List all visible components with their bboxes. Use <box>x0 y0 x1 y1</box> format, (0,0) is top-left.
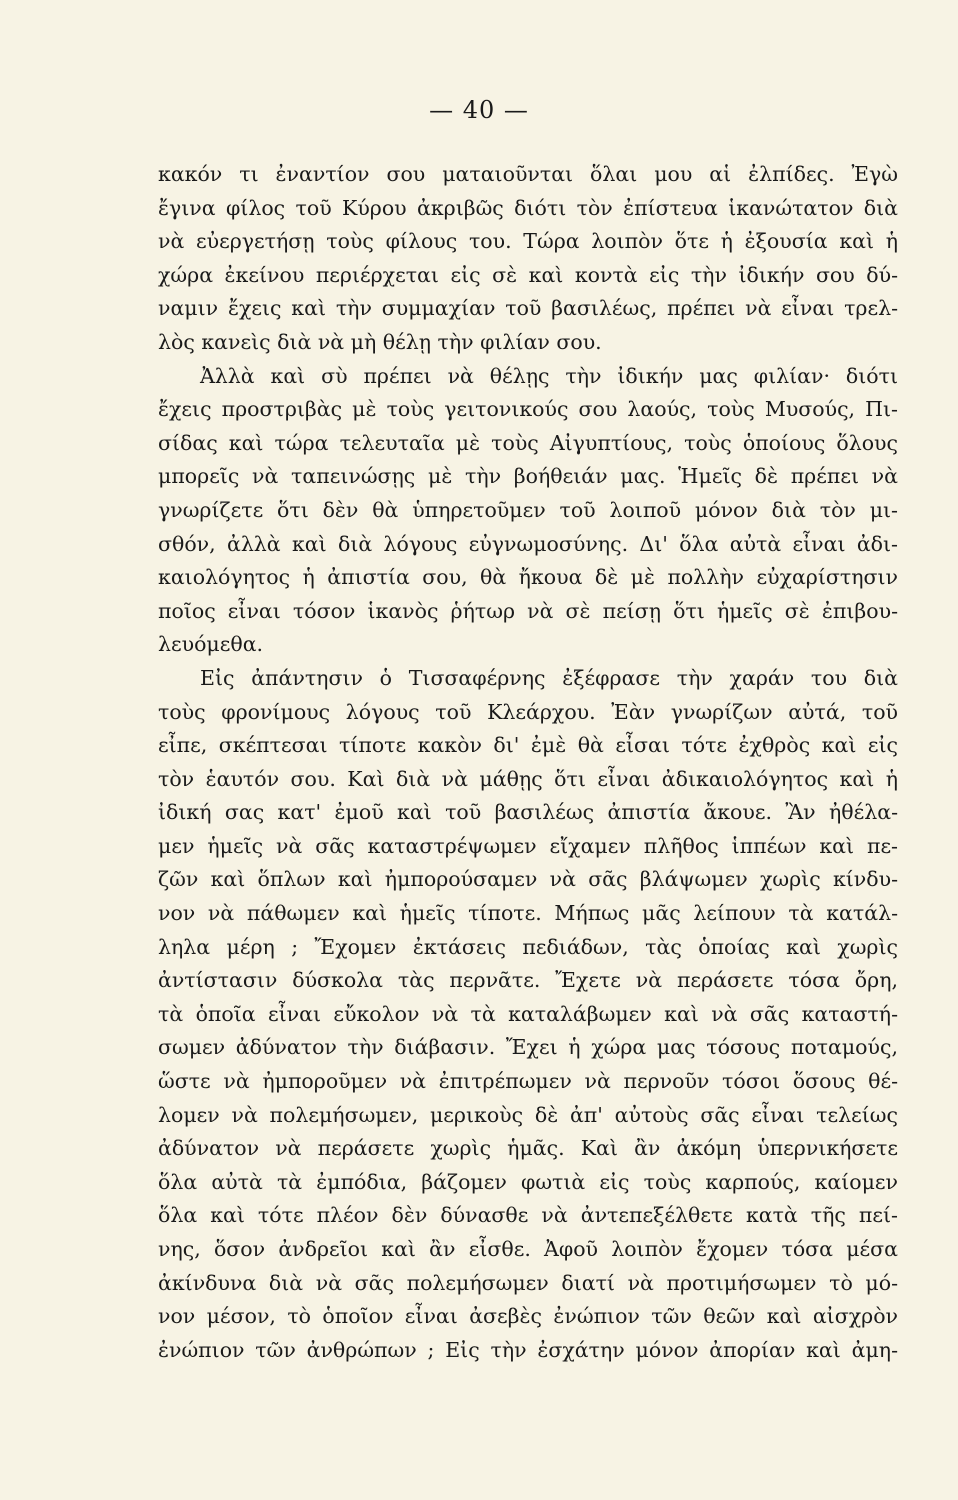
text-line: καιολόγητος ἡ ἀπιστία σου, θὰ ἤκουα δὲ μὲ πολλὴν εὐχαρίστησιν <box>158 565 898 590</box>
text-line: ζῶν καὶ ὅπλων καὶ ἠμπορούσαμεν νὰ σᾶς βλάψωμεν χωρὶς κίνδυ- <box>158 867 898 892</box>
text-line: χώρα ἐκείνου περιέρχεται εἰς σὲ καὶ κοντὰ εἰς τὴν ἰδικήν σου δύ- <box>158 262 898 287</box>
text-line: ἔγινα φίλος τοῦ Κύρου ἀκριβῶς διότι τὸν ἐπίστευα ἱκανώτατον διὰ <box>158 195 898 220</box>
text-line: σίδας καὶ τώρα τελευταῖα μὲ τοὺς Αἰγυπτίους, τοὺς ὁποίους ὅλους <box>158 430 898 455</box>
text-line: νον νὰ πάθωμεν καὶ ἡμεῖς τίποτε. Μήπως μᾶς λείπουν τὰ κατάλ- <box>158 901 898 926</box>
text-line: λὸς κανεὶς διὰ νὰ μὴ θέλῃ τὴν φιλίαν σου. <box>158 329 602 354</box>
text-line: ἀκίνδυνα διὰ νὰ σᾶς πολεμήσωμεν διατί νὰ προτιμήσωμεν τὸ μό- <box>158 1270 898 1295</box>
text-line: κακόν τι ἐναντίον σου ματαιοῦνται ὅλαι μου αἱ ἐλπίδες. Ἐγὼ <box>158 162 898 186</box>
page-body-text <box>158 158 898 1367</box>
text-line: ὥστε νὰ ἠμποροῦμεν νὰ ἐπιτρέπωμεν νὰ περνοῦν τόσοι ὅσους θέ- <box>158 1069 898 1094</box>
text-line: μεν ἡμεῖς νὰ σᾶς καταστρέψωμεν εἴχαμεν πλῆθος ἱππέων καὶ πε- <box>158 833 898 858</box>
text-line: νον μέσον, τὸ ὁποῖον εἶναι ἀσεβὲς ἐνώπιον τῶν θεῶν καὶ αἰσχρὸν <box>158 1304 898 1329</box>
text-line: ποῖος εἶναι τόσον ἱκανὸς ῥήτωρ νὰ σὲ πείσῃ ὅτι ἡμεῖς σὲ ἐπιβου- <box>158 598 898 623</box>
text-line: Εἰς ἀπάντησιν ὁ Τισσαφέρνης ἐξέφρασε τὴν χαράν του διὰ <box>200 665 898 690</box>
text-line: σθόν, ἀλλὰ καὶ διὰ λόγους εὐγνωμοσύνης. Δι' ὅλα αὐτὰ εἶναι ἀδι- <box>158 531 898 556</box>
text-line: εἶπε, σκέπτεσαι τίποτε κακὸν δι' ἐμὲ θὰ εἶσαι τότε ἐχθρὸς καὶ εἰς <box>158 733 898 758</box>
text-line: τὸν ἑαυτόν σου. Καὶ διὰ νὰ μάθῃς ὅτι εἶναι ἀδικαιολόγητος καὶ ἡ <box>158 766 898 791</box>
page-number: — 40 — <box>429 96 529 124</box>
text-line: νὰ εὐεργετήσῃ τοὺς φίλους του. Τώρα λοιπὸν ὅτε ἡ ἐξουσία καὶ ἡ <box>158 229 898 254</box>
text-line: ἀντίστασιν δύσκολα τὰς περνᾶτε. Ἔχετε νὰ περάσετε τόσα ὄρη, <box>158 968 898 993</box>
text-line: τὰ ὁποῖα εἶναι εὔκολον νὰ τὰ καταλάβωμεν καὶ νὰ σᾶς καταστή- <box>158 1001 898 1026</box>
text-line: ὅλα καὶ τότε πλέον δὲν δύνασθε νὰ ἀντεπεξέλθετε κατὰ τῆς πεί- <box>158 1203 898 1228</box>
text-line: ἰδική σας κατ' ἐμοῦ καὶ τοῦ βασιλέως ἀπιστία ἄκουε. Ἂν ἠθέλα- <box>158 800 898 825</box>
text-line: τοὺς φρονίμους λόγους τοῦ Κλεάρχου. Ἐὰν γνωρίζων αὐτά, τοῦ <box>158 699 898 724</box>
text-line: ἐνώπιον τῶν ἀνθρώπων ; Εἰς τὴν ἐσχάτην μόνον ἀπορίαν καὶ ἀμη- <box>158 1337 898 1362</box>
text-line: ἔχεις προστριβὰς μὲ τοὺς γειτονικούς σου λαούς, τοὺς Μυσούς, Πι- <box>158 397 898 422</box>
text-line: λευόμεθα. <box>158 632 264 657</box>
text-line: ληλα μέρη ; Ἔχομεν ἐκτάσεις πεδιάδων, τὰς ὁποίας καὶ χωρὶς <box>158 934 898 959</box>
text-line: μπορεῖς νὰ ταπεινώσῃς μὲ τὴν βοήθειάν μας. Ἡμεῖς δὲ πρέπει νὰ <box>158 464 898 489</box>
text-line: ἀδύνατον νὰ περάσετε χωρὶς ἡμᾶς. Καὶ ἂν ἀκόμη ὑπερνικήσετε <box>158 1136 898 1161</box>
text-line: ὅλα αὐτὰ τὰ ἐμπόδια, βάζομεν φωτιὰ εἰς τοὺς καρπούς, καίομεν <box>158 1169 898 1194</box>
text-line: νης, ὅσον ἀνδρεῖοι καὶ ἂν εἶσθε. Ἀφοῦ λοιπὸν ἔχομεν τόσα μέσα <box>158 1237 898 1261</box>
text-line: Ἀλλὰ καὶ σὺ πρέπει νὰ θέλῃς τὴν ἰδικήν μας φιλίαν· διότι <box>200 363 898 388</box>
text-line: γνωρίζετε ὅτι δὲν θὰ ὑπηρετοῦμεν τοῦ λοιποῦ μόνον διὰ τὸν μι- <box>158 497 898 522</box>
text-line: σωμεν ἀδύνατον τὴν διάβασιν. Ἔχει ἡ χώρα μας τόσους ποταμούς, <box>158 1035 898 1060</box>
text-line: λομεν νὰ πολεμήσωμεν, μερικοὺς δὲ ἀπ' αὐτοὺς σᾶς εἶναι τελείως <box>158 1102 898 1127</box>
text-line: ναμιν ἔχεις καὶ τὴν συμμαχίαν τοῦ βασιλέως, πρέπει νὰ εἶναι τρελ- <box>158 296 898 321</box>
